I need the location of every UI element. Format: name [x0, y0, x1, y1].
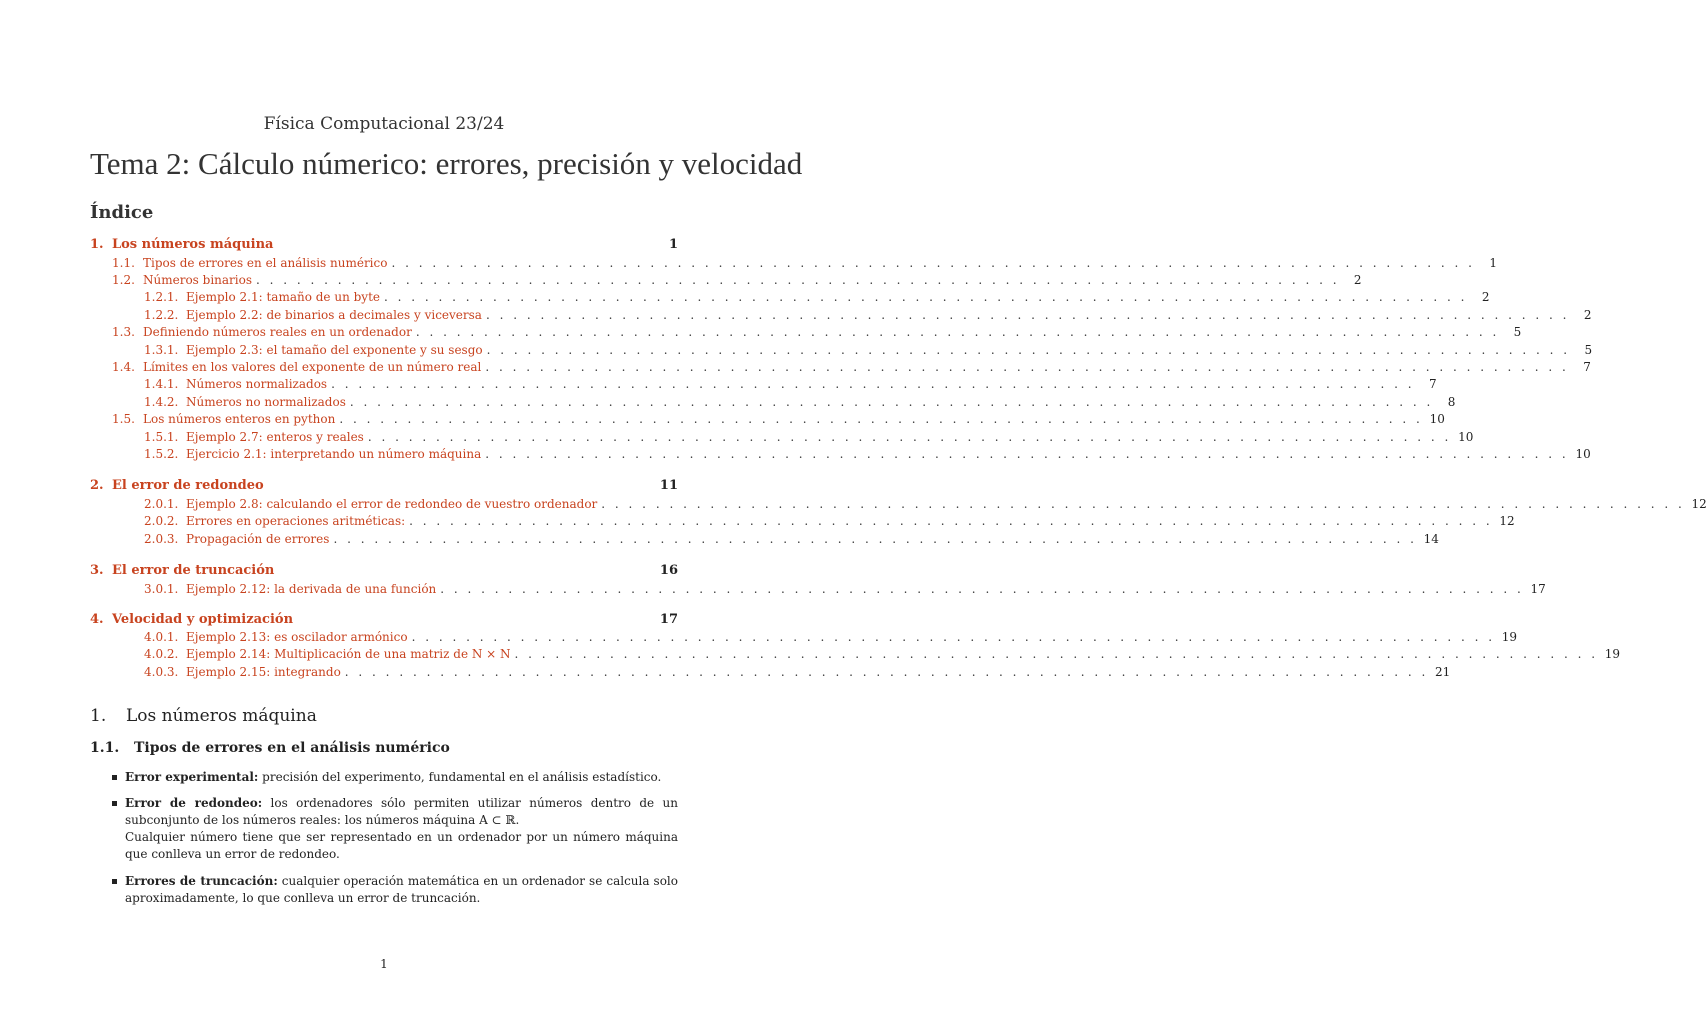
- toc-entry-number: 1.3.: [112, 325, 135, 339]
- toc-entry-text: Ejemplo 2.15: integrando: [186, 665, 341, 679]
- toc-entry-text: Números normalizados: [186, 377, 328, 391]
- course-header: Física Computacional 23/24: [263, 114, 505, 134]
- toc-entry-link[interactable]: [144, 582, 1546, 600]
- toc-page-number: 5: [1584, 343, 1593, 357]
- toc-entry-link[interactable]: [144, 308, 1592, 326]
- toc-page-number: 10: [1575, 447, 1591, 461]
- bullet-item: [112, 795, 678, 863]
- toc-entry-number: 1.5.2.: [144, 447, 179, 461]
- toc-section-link[interactable]: [90, 478, 678, 496]
- toc-entry-text: Ejemplo 2.12: la derivada de una función: [186, 582, 437, 596]
- toc-leader-dots: . . . . . . . . . . . . . . . . . . . . . . . . . . . . . . . . . . . . . . . . . . . . . . . . . . . . . . . . . . . . . . . . . . . . . . . . . . . . . . . .: [256, 273, 1340, 287]
- toc-entry-link[interactable]: [144, 377, 1437, 395]
- toc-entry-text: Ejemplo 2.7: enteros y reales: [186, 430, 364, 444]
- toc-leader-dots: . . . . . . . . . . . . . . . . . . . . . . . . . . . . . . . . . . . . . . . . . . . . . . . . . . . . . . . . . . . . . . . . . . . . . . . . . . . . . . . .: [409, 514, 1493, 528]
- toc-page-number: 10: [1458, 430, 1474, 444]
- page-number: 1: [380, 957, 388, 971]
- toc-page-number: 11: [659, 478, 678, 493]
- toc-page-number: 5: [1513, 325, 1522, 339]
- toc-entry-text: Velocidad y optimización: [112, 612, 294, 627]
- toc-entry-number: 1.2.1.: [144, 290, 179, 304]
- toc-page-number: 2: [1481, 290, 1490, 304]
- bullet-text: precisión del experimento, fundamental en el análisis estadístico.: [258, 770, 662, 784]
- bullet-item: [112, 873, 678, 907]
- toc-section-link[interactable]: [90, 612, 678, 630]
- toc-entry-number: 4.0.1.: [144, 630, 179, 644]
- toc-entry-number: 2.: [90, 478, 104, 493]
- toc-page-number: 10: [1429, 412, 1445, 426]
- toc-entry-text: Los números enteros en python: [143, 412, 336, 426]
- toc-page-number: 8: [1447, 395, 1456, 409]
- toc-entry-link[interactable]: [144, 665, 1451, 683]
- toc-entry-number: 2.0.1.: [144, 497, 179, 511]
- bullet-label: Error de redondeo:: [125, 796, 263, 810]
- toc-leader-dots: . . . . . . . . . . . . . . . . . . . . . . . . . . . . . . . . . . . . . . . . . . . . . . . . . . . . . . . . . . . . . . . . . . . . . . . . . . . . . . . .: [485, 447, 1569, 461]
- toc-leader-dots: . . . . . . . . . . . . . . . . . . . . . . . . . . . . . . . . . . . . . . . . . . . . . . . . . . . . . . . . . . . . . . . . . . . . . . . . . . . . . . . .: [331, 377, 1415, 391]
- toc-leader-dots: . . . . . . . . . . . . . . . . . . . . . . . . . . . . . . . . . . . . . . . . . . . . . . . . . . . . . . . . . . . . . . . . . . . . . . . . . . . . . . . .: [411, 630, 1496, 644]
- toc-entry-number: 2.0.3.: [144, 532, 179, 546]
- toc-leader-dots: . . . . . . . . . . . . . . . . . . . . . . . . . . . . . . . . . . . . . . . . . . . . . . . . . . . . . . . . . . . . . . . . . . . . . . . . . . . . . . . .: [344, 665, 1429, 679]
- toc-leader-dots: . . . . . . . . . . . . . . . . . . . . . . . . . . . . . . . . . . . . . . . . . . . . . . . . . . . . . . . . . . . . . . . . . . . . . . . . . . . . . . . .: [349, 395, 1434, 409]
- toc-page-number: 17: [659, 612, 678, 627]
- bullet-square-icon: [112, 879, 117, 884]
- toc-entry-text: Ejemplo 2.13: es oscilador armónico: [186, 630, 408, 644]
- bullet-item: [112, 769, 678, 786]
- toc-entry-text: El error de redondeo: [112, 478, 264, 493]
- toc-entry-number: 3.0.1.: [144, 582, 179, 596]
- toc-entry-number: 3.: [90, 563, 104, 578]
- bullet-square-icon: [112, 775, 117, 780]
- bullet-square-icon: [112, 801, 117, 806]
- toc-entry-link[interactable]: [112, 325, 1522, 343]
- bullet-text: los ordenadores sólo permiten utilizar números dentro de un subconjunto de los números reales: los números máquina A ⊂ ℝ.: [125, 796, 678, 827]
- bullet-label: Errores de truncación:: [125, 874, 278, 888]
- toc-entry-text: Ejemplo 2.8: calculando el error de redondeo de vuestro ordenador: [186, 497, 598, 511]
- toc-leader-dots: . . . . . . . . . . . . . . . . . . . . . . . . . . . . . . . . . . . . . . . . . . . . . . . . . . . . . . . . . . . . . . . . . . . . . . . . . . . . . . . .: [415, 325, 1500, 339]
- toc-entry-text: El error de truncación: [112, 563, 275, 578]
- toc-entry-text: Números no normalizados: [186, 395, 346, 409]
- toc-entry-link[interactable]: [112, 273, 1362, 291]
- bullet-label: Error experimental:: [125, 770, 259, 784]
- document-title: Tema 2: Cálculo númerico: errores, precisión y velocidad: [90, 146, 803, 181]
- toc-entry-link[interactable]: [144, 497, 1707, 515]
- toc-entry-link[interactable]: [144, 447, 1591, 465]
- section-title: Los números máquina: [126, 706, 317, 726]
- toc-entry-link[interactable]: [112, 360, 1591, 378]
- toc-entry-number: 1.2.2.: [144, 308, 179, 322]
- toc-heading: Índice: [90, 202, 154, 223]
- toc-page-number: 19: [1501, 630, 1518, 644]
- subsection-title: Tipos de errores en el análisis numérico: [134, 740, 450, 756]
- toc-entry-link[interactable]: [144, 647, 1621, 665]
- toc-page-number: 7: [1428, 377, 1437, 391]
- toc-entry-text: Ejemplo 2.2: de binarios a decimales y viceversa: [186, 308, 482, 322]
- toc-entry-text: Propagación de errores: [186, 532, 330, 546]
- toc-entry-number: 1.3.1.: [144, 343, 179, 357]
- subsection-number: 1.1.: [90, 740, 120, 756]
- toc-leader-dots: . . . . . . . . . . . . . . . . . . . . . . . . . . . . . . . . . . . . . . . . . . . . . . . . . . . . . . . . . . . . . . . . . . . . . . . . . . . . . . . .: [333, 532, 1417, 546]
- toc-entry-number: 1.5.1.: [144, 430, 179, 444]
- toc-entry-text: Ejercicio 2.1: interpretando un número máquina: [186, 447, 482, 461]
- toc-page-number: 2: [1583, 308, 1592, 322]
- section-number: 1.: [90, 706, 107, 726]
- toc-leader-dots: . . . . . . . . . . . . . . . . . . . . . . . . . . . . . . . . . . . . . . . . . . . . . . . . . . . . . . . . . . . . . . . . . . . . . . . . . . . . . . . .: [485, 360, 1569, 374]
- toc-page-number: 12: [1691, 497, 1707, 511]
- toc-entry-link[interactable]: [144, 343, 1593, 361]
- toc-entry-number: 1.4.1.: [144, 377, 179, 391]
- toc-entry-text: Límites en los valores del exponente de un número real: [143, 360, 482, 374]
- toc-page-number: 2: [1353, 273, 1362, 287]
- toc-entry-link[interactable]: [144, 514, 1515, 532]
- toc-entry-link[interactable]: [144, 630, 1518, 648]
- section-heading: [90, 706, 317, 726]
- toc-entry-number: 1.2.: [112, 273, 135, 287]
- toc-leader-dots: . . . . . . . . . . . . . . . . . . . . . . . . . . . . . . . . . . . . . . . . . . . . . . . . . . . . . . . . . . . . . . . . . . . . . . . . . . . . . . . .: [367, 430, 1452, 444]
- toc-page-number: 1: [1489, 256, 1497, 270]
- toc-entry-number: 2.0.2.: [144, 514, 179, 528]
- toc-leader-dots: . . . . . . . . . . . . . . . . . . . . . . . . . . . . . . . . . . . . . . . . . . . . . . . . . . . . . . . . . . . . . . . . . . . . . . . . . . . . . . . .: [486, 343, 1571, 357]
- toc-page-number: 17: [1530, 582, 1546, 596]
- bullet-text-continued: Cualquier número tiene que ser representado en un ordenador por un número máquina que conlleva un error de redondeo.: [125, 830, 678, 861]
- toc-entry-link[interactable]: [144, 430, 1474, 448]
- toc-entry-text: Números binarios: [143, 273, 253, 287]
- toc-entry-text: Tipos de errores en el análisis numérico: [143, 256, 388, 270]
- toc-entry-number: 1.5.: [112, 412, 135, 426]
- toc-page-number: 1: [668, 237, 678, 252]
- toc-entry-number: 1.: [90, 237, 104, 252]
- toc-entry-link[interactable]: [144, 532, 1439, 550]
- toc-entry-link[interactable]: [112, 412, 1445, 430]
- toc-entry-number: 4.0.2.: [144, 647, 179, 661]
- toc-entry-text: Definiendo números reales en un ordenador: [143, 325, 412, 339]
- toc-entry-text: Ejemplo 2.14: Multiplicación de una matriz de N × N: [186, 647, 511, 661]
- toc-entry-link[interactable]: [144, 395, 1456, 413]
- toc-entry-number: 4.: [90, 612, 104, 627]
- toc-page-number: 19: [1604, 647, 1621, 661]
- toc-entry-number: 1.4.: [112, 360, 135, 374]
- toc-entry-text: Ejemplo 2.1: tamaño de un byte: [186, 290, 380, 304]
- toc-entry-text: Los números máquina: [112, 237, 274, 252]
- toc-page-number: 7: [1583, 360, 1591, 374]
- toc-page-number: 12: [1499, 514, 1515, 528]
- toc-leader-dots: . . . . . . . . . . . . . . . . . . . . . . . . . . . . . . . . . . . . . . . . . . . . . . . . . . . . . . . . . . . . . . . . . . . . . . . . . . . . . . . .: [391, 256, 1475, 270]
- toc-entry-text: Ejemplo 2.3: el tamaño del exponente y su sesgo: [186, 343, 483, 357]
- toc-section-link[interactable]: [90, 237, 678, 255]
- toc-leader-dots: . . . . . . . . . . . . . . . . . . . . . . . . . . . . . . . . . . . . . . . . . . . . . . . . . . . . . . . . . . . . . . . . . . . . . . . . . . . . . . . .: [440, 582, 1524, 596]
- toc-leader-dots: . . . . . . . . . . . . . . . . . . . . . . . . . . . . . . . . . . . . . . . . . . . . . . . . . . . . . . . . . . . . . . . . . . . . . . . . . . . . . . . .: [514, 647, 1599, 661]
- toc-entry-link[interactable]: [112, 256, 1497, 274]
- toc-entry-number: 1.1.: [112, 256, 135, 270]
- subsection-heading: [90, 740, 450, 756]
- toc-leader-dots: . . . . . . . . . . . . . . . . . . . . . . . . . . . . . . . . . . . . . . . . . . . . . . . . . . . . . . . . . . . . . . . . . . . . . . . . . . . . . . . .: [339, 412, 1423, 426]
- toc-leader-dots: . . . . . . . . . . . . . . . . . . . . . . . . . . . . . . . . . . . . . . . . . . . . . . . . . . . . . . . . . . . . . . . . . . . . . . . . . . . . . . . .: [384, 290, 1468, 304]
- toc-entry-text: Errores en operaciones aritméticas:: [186, 514, 406, 528]
- toc-leader-dots: . . . . . . . . . . . . . . . . . . . . . . . . . . . . . . . . . . . . . . . . . . . . . . . . . . . . . . . . . . . . . . . . . . . . . . . . . . . . . . . .: [601, 497, 1685, 511]
- toc-entry-number: 1.4.2.: [144, 395, 179, 409]
- bullet-text: cualquier operación matemática en un ordenador se calcula solo aproximadamente, lo que conlleva un error de truncación.: [125, 874, 678, 905]
- toc-leader-dots: . . . . . . . . . . . . . . . . . . . . . . . . . . . . . . . . . . . . . . . . . . . . . . . . . . . . . . . . . . . . . . . . . . . . . . . . . . . . . . . .: [485, 308, 1570, 322]
- toc-page-number: 14: [1423, 532, 1439, 546]
- toc-entry-link[interactable]: [144, 290, 1490, 308]
- toc-section-link[interactable]: [90, 563, 678, 581]
- toc-page-number: 16: [659, 563, 678, 578]
- toc-entry-number: 4.0.3.: [144, 665, 179, 679]
- toc-page-number: 21: [1435, 665, 1451, 679]
